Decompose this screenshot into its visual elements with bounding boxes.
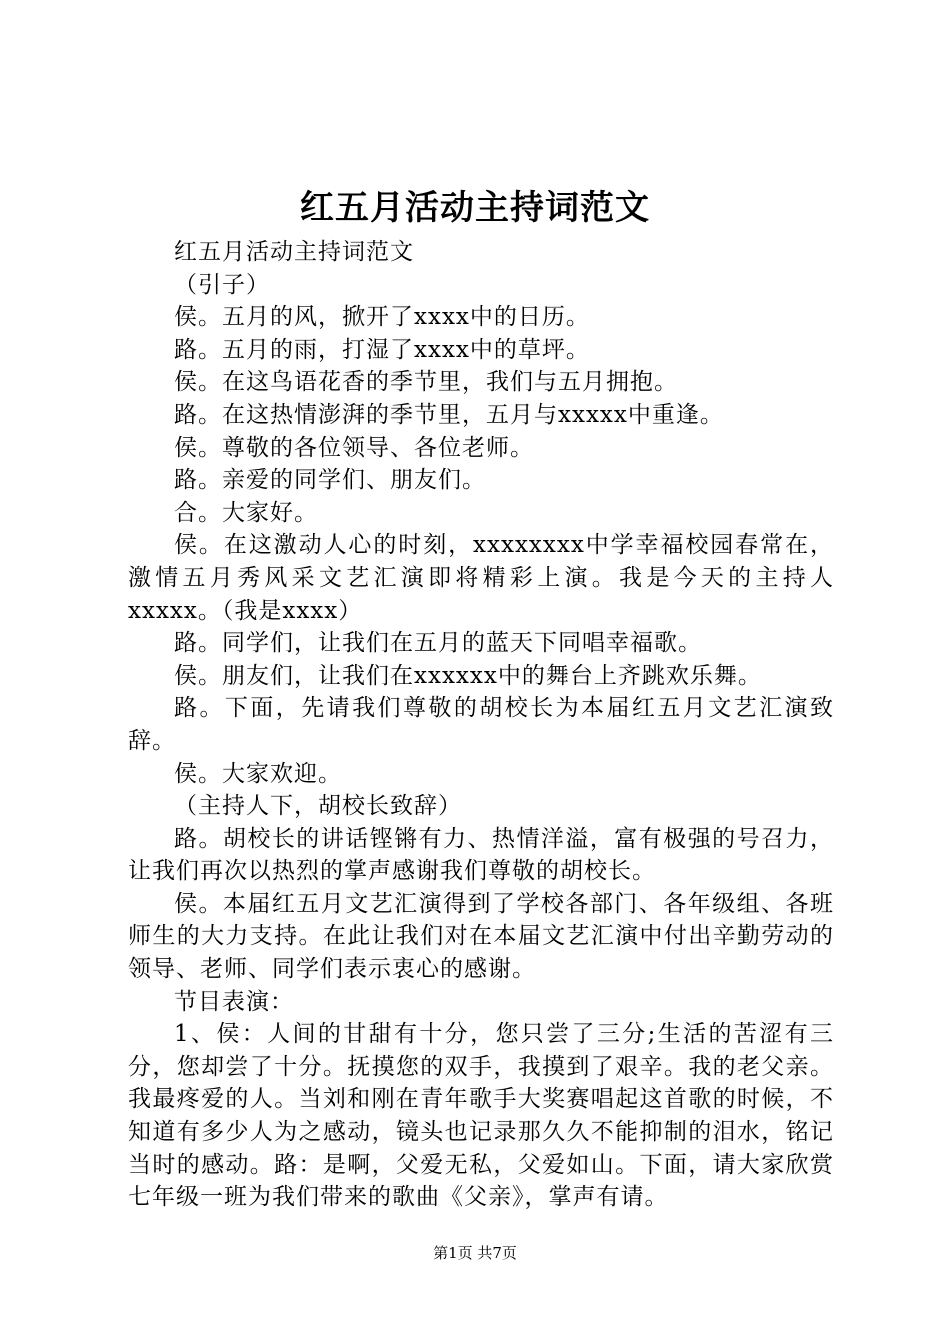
paragraph: 侯。在这激动人心的时刻，xxxxxxxx中学幸福校园春常在，激情五月秀风采文艺汇演即将精彩上演。我是今天的主持人xxxxx。（我是xxxx） xyxy=(128,532,834,624)
paragraph: 侯。尊敬的各位领导、各位老师。 xyxy=(174,434,534,461)
paragraph: 路。下面，先请我们尊敬的胡校长为本届红五月文艺汇演致辞。 xyxy=(128,695,834,754)
document-body xyxy=(128,236,834,1214)
paragraph: 1、侯：人间的甘甜有十分，您只尝了三分;生活的苦涩有三分，您却尝了十分。抚摸您的双手，我摸到了艰辛。我的老父亲。我最疼爱的人。当刘和刚在青年歌手大奖赛唱起这首歌的时候，不知道有多少人为之感动，镜头也记录那久久不能抑制的泪水，铭记当时的感动。路：是啊，父爱无私，父爱如山。下面，请大家欣赏七年级一班为我们带来的歌曲《父亲》，掌声有请。 xyxy=(128,1021,834,1211)
paragraph: 路。在这热情澎湃的季节里，五月与xxxxx中重逢。 xyxy=(174,401,724,428)
document-title: 红五月活动主持词范文 xyxy=(300,188,650,228)
paragraph: 路。同学们，让我们在五月的蓝天下同唱幸福歌。 xyxy=(174,630,702,657)
paragraph: 侯。五月的风，掀开了xxxx中的日历。 xyxy=(174,304,590,331)
paragraph: 路。五月的雨，打湿了xxxx中的草坪。 xyxy=(174,336,590,363)
paragraph: 侯。朋友们，让我们在xxxxxx中的舞台上齐跳欢乐舞。 xyxy=(174,662,762,689)
paragraph: 节目表演： xyxy=(174,988,294,1015)
page-footer: 第1页 共7页 xyxy=(433,1244,517,1262)
paragraph: 侯。在这鸟语花香的季节里，我们与五月拥抱。 xyxy=(174,369,678,396)
paragraph: 侯。大家欢迎。 xyxy=(174,760,342,787)
paragraph: 合。大家好。 xyxy=(174,499,318,526)
paragraph: 路。胡校长的讲话铿锵有力、热情洋溢，富有极强的号召力，让我们再次以热烈的掌声感谢我们尊敬的胡校长。 xyxy=(128,825,834,885)
paragraph: 红五月活动主持词范文 xyxy=(174,239,414,265)
paragraph: （主持人下，胡校长致辞） xyxy=(174,793,462,820)
paragraph: 侯。本届红五月文艺汇演得到了学校各部门、各年级组、各班师生的大力支持。在此让我们对在本届文艺汇演中付出辛勤劳动的领导、老师、同学们表示衷心的感谢。 xyxy=(128,890,834,983)
paragraph: 路。亲爱的同学们、朋友们。 xyxy=(174,467,486,494)
paragraph: （引子） xyxy=(174,271,270,298)
